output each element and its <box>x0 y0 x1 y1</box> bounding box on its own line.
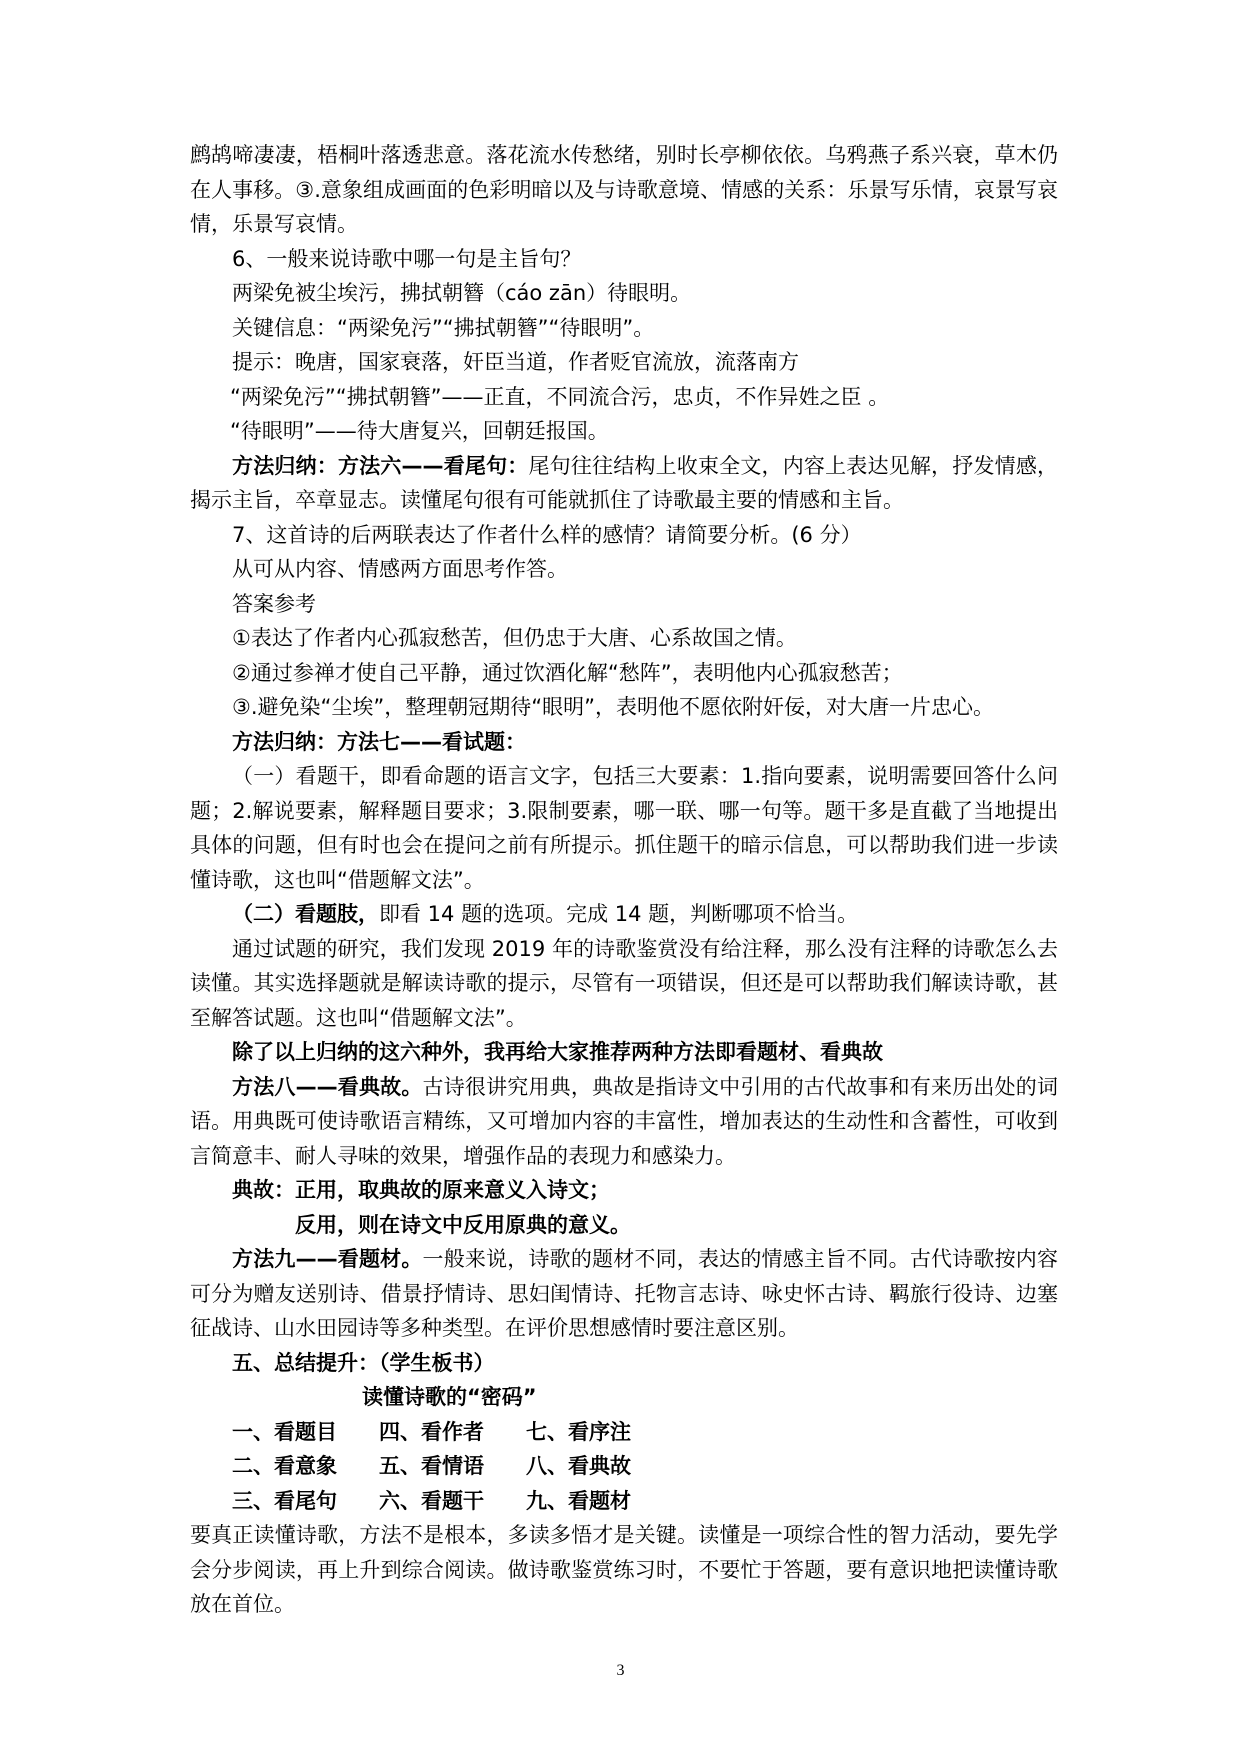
method-8-paragraph <box>190 1070 1058 1174</box>
method-6-paragraph <box>190 449 1058 518</box>
answer-1: ①表达了作者内心孤寂愁苦，但仍忠于大唐、心系故国之情。 <box>232 626 797 650</box>
code-item: 二、看意象 <box>232 1454 337 1478</box>
code-item: 九、看题材 <box>526 1488 631 1513</box>
code-item: 八、看典故 <box>526 1454 631 1478</box>
answer-2: ②通过参禅才使自己平静，通过饮酒化解“愁阵”，表明他内心孤寂愁苦； <box>232 660 903 685</box>
allusion-reverse: 反用，则在诗文中反用原典的意义。 <box>295 1212 631 1237</box>
answer-approach: 从可从内容、情感两方面思考作答。 <box>232 557 568 581</box>
document-body <box>190 138 1058 1622</box>
code-item: 六、看题干 <box>379 1488 484 1513</box>
key-info: 关键信息：“两梁免污”“拂拭朝簪”“待眼明”。 <box>232 315 655 340</box>
page-number: 3 <box>616 1662 625 1679</box>
question-7: 7、这首诗的后两联表达了作者什么样的感情？请简要分析。(6 分） <box>232 522 862 547</box>
codes-row-1 <box>190 1415 1058 1450</box>
hint: 提示：晚唐，国家衰落，奸臣当道，作者贬官流放，流落南方 <box>232 350 799 374</box>
method-9-paragraph <box>190 1242 1058 1346</box>
poem-line: 两梁免被尘埃污，拂拭朝簪（cáo zān）待眼明。 <box>232 281 692 305</box>
paragraph-imagery: 鹧鸪啼凄凄，梧桐叶落透悲意。落花流水传愁绪，别时长亭柳依依。乌鸦燕子系兴衰，草木仍在人事移。③.意象组成画面的色彩明暗以及与诗歌意境、情感的关系：乐景写乐情，哀景写哀情，乐景写哀情。 <box>190 143 1058 236</box>
question-6: 6、一般来说诗歌中哪一句是主旨句？ <box>232 246 582 271</box>
method-7-stem-paragraph: （一）看题干，即看命题的语言文字，包括三大要素：1.指向要素，说明需要回答什么问题；2.解说要素，解释题目要求；3.限制要素，哪一联、哪一句等。题干多是直截了当地提出具体的问题，但有时也会在提问之前有所提示。抓住题干的暗示信息，可以帮助我们进一步读懂诗歌，这也叫“借题解文法”。 <box>190 764 1058 892</box>
options-text: 即看 14 题的选项。完成 14 题，判断哪项不恰当。 <box>379 902 859 926</box>
explanation-1: “两梁免污”“拂拭朝簪”——正直，不同流合污，忠贞，不作异姓之臣 。 <box>230 384 890 409</box>
method-9-label: 方法九——看题材。 <box>232 1247 423 1271</box>
code-item: 五、看情语 <box>379 1454 484 1478</box>
codes-row-3 <box>190 1484 1058 1519</box>
method-8-label: 方法八——看典故。 <box>232 1074 423 1099</box>
code-item: 一、看题目 <box>232 1419 337 1444</box>
codes-row-2 <box>190 1449 1058 1484</box>
options-label: （二）看题肢， <box>232 902 379 926</box>
method-8-text: 古诗很讲究用典，典故是指诗文中引用的古代故事和有来历出处的词语。用典既可使诗歌语言精练，又可增加内容的丰富性，增加表达的生动性和含蓄性，可收到言简意丰、耐人寻味的效果，增强作品的表现力和感染力。 <box>190 1074 1058 1168</box>
answer-reference-label: 答案参考 <box>232 591 316 616</box>
summary-heading: 五、总结提升：（学生板书） <box>232 1350 495 1375</box>
code-item: 七、看序注 <box>526 1419 631 1444</box>
allusion-positive: 典故：正用，取典故的原来意义入诗文； <box>232 1178 610 1202</box>
method-6-label: 方法归纳：方法六——看尾句： <box>232 453 529 478</box>
method-9-text: 一般来说，诗歌的题材不同，表达的情感主旨不同。古代诗歌按内容可分为赠友送别诗、借景抒情诗、思妇闺情诗、托物言志诗、咏史怀古诗、羁旅行役诗、边塞征战诗、山水田园诗等多种类型。在评价思想感情时要注意区别。 <box>190 1247 1058 1340</box>
codes-title: 读懂诗歌的“密码” <box>362 1385 537 1409</box>
code-item: 三、看尾句 <box>232 1488 337 1513</box>
answer-3: ③.避免染“尘埃”，整理朝冠期待“眼明”，表明他不愿依附奸佞，对大唐一片忠心。 <box>232 695 995 719</box>
recommendation: 除了以上归纳的这六种外，我再给大家推荐两种方法即看题材、看典故 <box>232 1040 883 1064</box>
method-7-heading: 方法归纳：方法七——看试题： <box>232 729 526 754</box>
research-paragraph: 通过试题的研究，我们发现 2019 年的诗歌鉴赏没有给注释，那么没有注释的诗歌怎么去读懂。其实选择题就是解读诗歌的提示，尽管有一项错误，但还是可以帮助我们解读诗歌，甚至解答试题。这也叫“借题解文法”。 <box>190 936 1058 1030</box>
method-6-text: 尾句往往结构上收束全文，内容上表达见解，抒发情感，揭示主旨，卒章显志。读懂尾句很有可能就抓住了诗歌最主要的情感和主旨。 <box>190 453 1059 512</box>
conclusion-paragraph: 要真正读懂诗歌，方法不是根本，多读多悟才是关键。读懂是一项综合性的智力活动，要先学会分步阅读，再上升到综合阅读。做诗歌鉴赏练习时，不要忙于答题，要有意识地把读懂诗歌放在首位。 <box>190 1523 1058 1616</box>
code-item: 四、看作者 <box>379 1419 484 1444</box>
method-7-options-paragraph <box>190 897 1058 932</box>
explanation-2: “待眼明”——待大唐复兴，回朝廷报国。 <box>230 419 609 443</box>
